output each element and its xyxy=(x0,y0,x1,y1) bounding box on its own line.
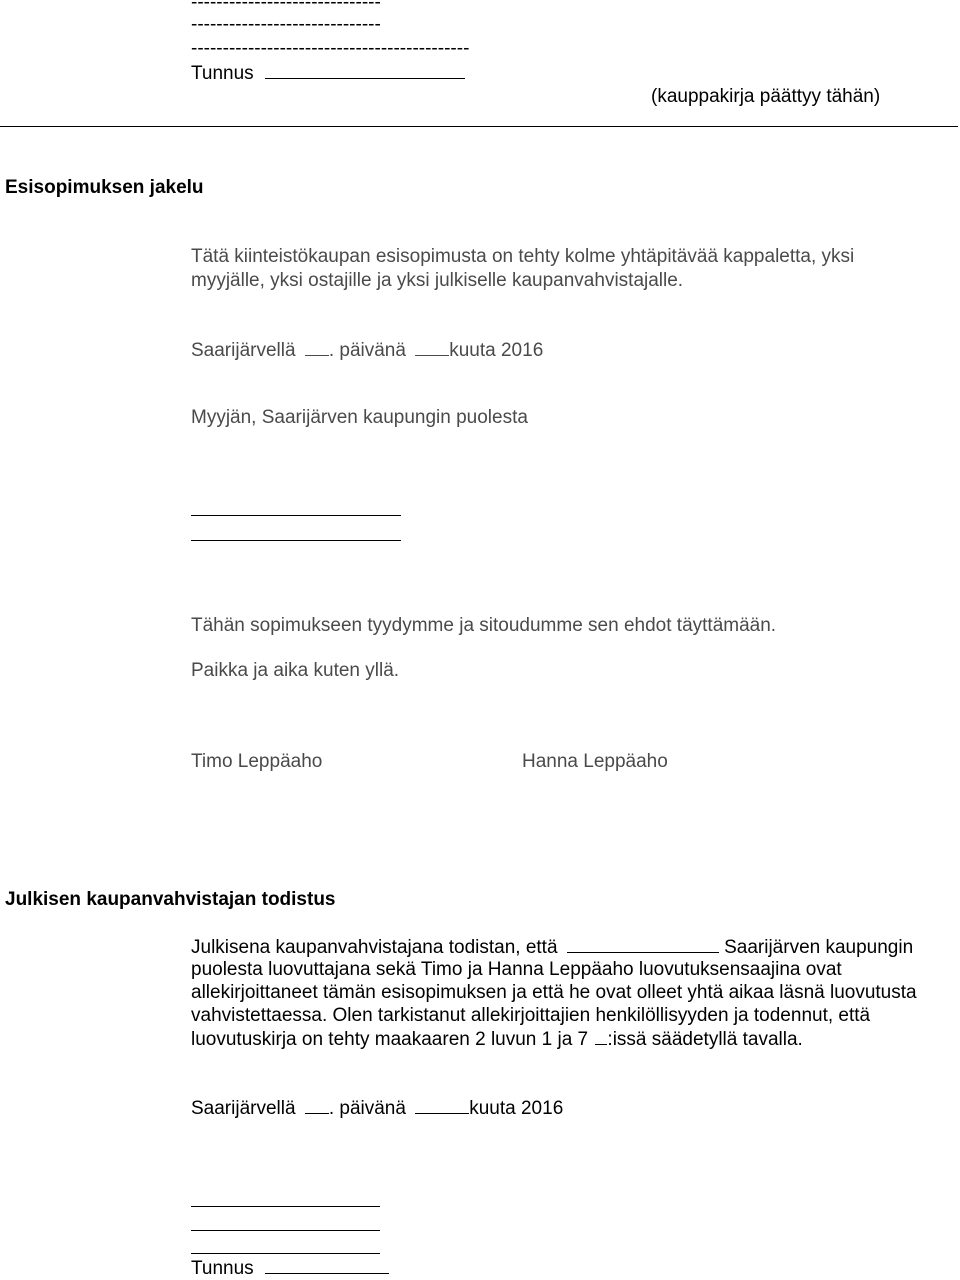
notary-blank xyxy=(567,936,719,953)
notary-signature-line-1 xyxy=(191,1206,380,1207)
distribution-date-line xyxy=(191,339,543,362)
certificate-line-1a: Julkisena kaupanvahvistajana todistan, että xyxy=(191,937,558,958)
tunnus-label-top xyxy=(191,62,465,85)
certificate-line-3: allekirjoittaneet tämän esisopimuksen ja että he ovat olleet yhtä aikaa läsnä luovutusta xyxy=(191,982,917,1003)
distribution-paragraph-text: Tätä kiinteistökaupan esisopimusta on tehty kolme yhtäpitävää kappaletta, yksi myyjälle, yksi ostajille ja yksi julkiselle kaupanvahvistajalle. xyxy=(191,246,855,291)
certificate-line-1 xyxy=(191,936,913,959)
certificate-line-4: vahvistettaessa. Olen tarkistanut allekirjoittajien henkilöllisyyden ja todennut, että xyxy=(191,1005,871,1026)
cert-tunnus-text: Tunnus xyxy=(191,1258,254,1279)
seller-label: Myyjän, Saarijärven kaupungin puolesta xyxy=(191,407,528,428)
section-divider xyxy=(0,126,958,127)
cert-date-day-text: . päivänä xyxy=(328,1098,406,1119)
seller-signature-line-1 xyxy=(191,515,401,516)
date-day-text: . päivänä xyxy=(328,340,406,361)
certificate-line-5 xyxy=(191,1028,803,1051)
dash-line-2: ------------------------------ xyxy=(191,14,381,35)
tunnus-text: Tunnus xyxy=(191,63,254,84)
distribution-heading: Esisopimuksen jakelu xyxy=(5,177,204,198)
month-blank xyxy=(415,339,449,356)
dash-line-3: -------------------------------------------- xyxy=(191,38,470,59)
agreement-text: Tähän sopimukseen tyydymme ja sitoudumme sen ehdot täyttämään. xyxy=(191,615,777,636)
tunnus-label-bottom xyxy=(191,1257,389,1280)
day-blank xyxy=(305,339,329,356)
section-blank xyxy=(595,1028,607,1045)
date-month-text: kuuta 2016 xyxy=(449,340,544,361)
certificate-line-2: puolesta luovuttajana sekä Timo ja Hanna Leppäaho luovutuksensaajina ovat xyxy=(191,959,842,980)
certificate-line-5a: luovutuskirja on tehty maakaaren 2 luvun 1 ja 7 xyxy=(191,1029,589,1050)
buyer-name-1: Timo Leppäaho xyxy=(191,751,323,772)
certificate-line-1b: Saarijärven kaupungin xyxy=(724,937,914,958)
certificate-date-line xyxy=(191,1097,563,1120)
cert-tunnus-signature-line xyxy=(265,1257,389,1274)
cert-day-blank xyxy=(305,1097,329,1114)
dash-line-1: ------------------------------ xyxy=(191,0,381,13)
seller-signature-line-2 xyxy=(191,540,401,541)
end-note: (kauppakirja päättyy tähän) xyxy=(651,86,881,107)
notary-signature-line-3 xyxy=(191,1253,380,1254)
tunnus-signature-line xyxy=(265,62,465,79)
cert-month-blank xyxy=(415,1097,469,1114)
certificate-heading: Julkisen kaupanvahvistajan todistus xyxy=(5,889,336,910)
cert-date-month-text: kuuta 2016 xyxy=(469,1098,564,1119)
cert-date-place: Saarijärvellä xyxy=(191,1098,296,1119)
notary-signature-line-2 xyxy=(191,1230,380,1231)
certificate-line-5b: :issä säädetyllä tavalla. xyxy=(607,1029,803,1050)
distribution-paragraph xyxy=(191,245,911,292)
date-place: Saarijärvellä xyxy=(191,340,296,361)
buyer-name-2: Hanna Leppäaho xyxy=(522,751,668,772)
place-time-text: Paikka ja aika kuten yllä. xyxy=(191,660,400,681)
